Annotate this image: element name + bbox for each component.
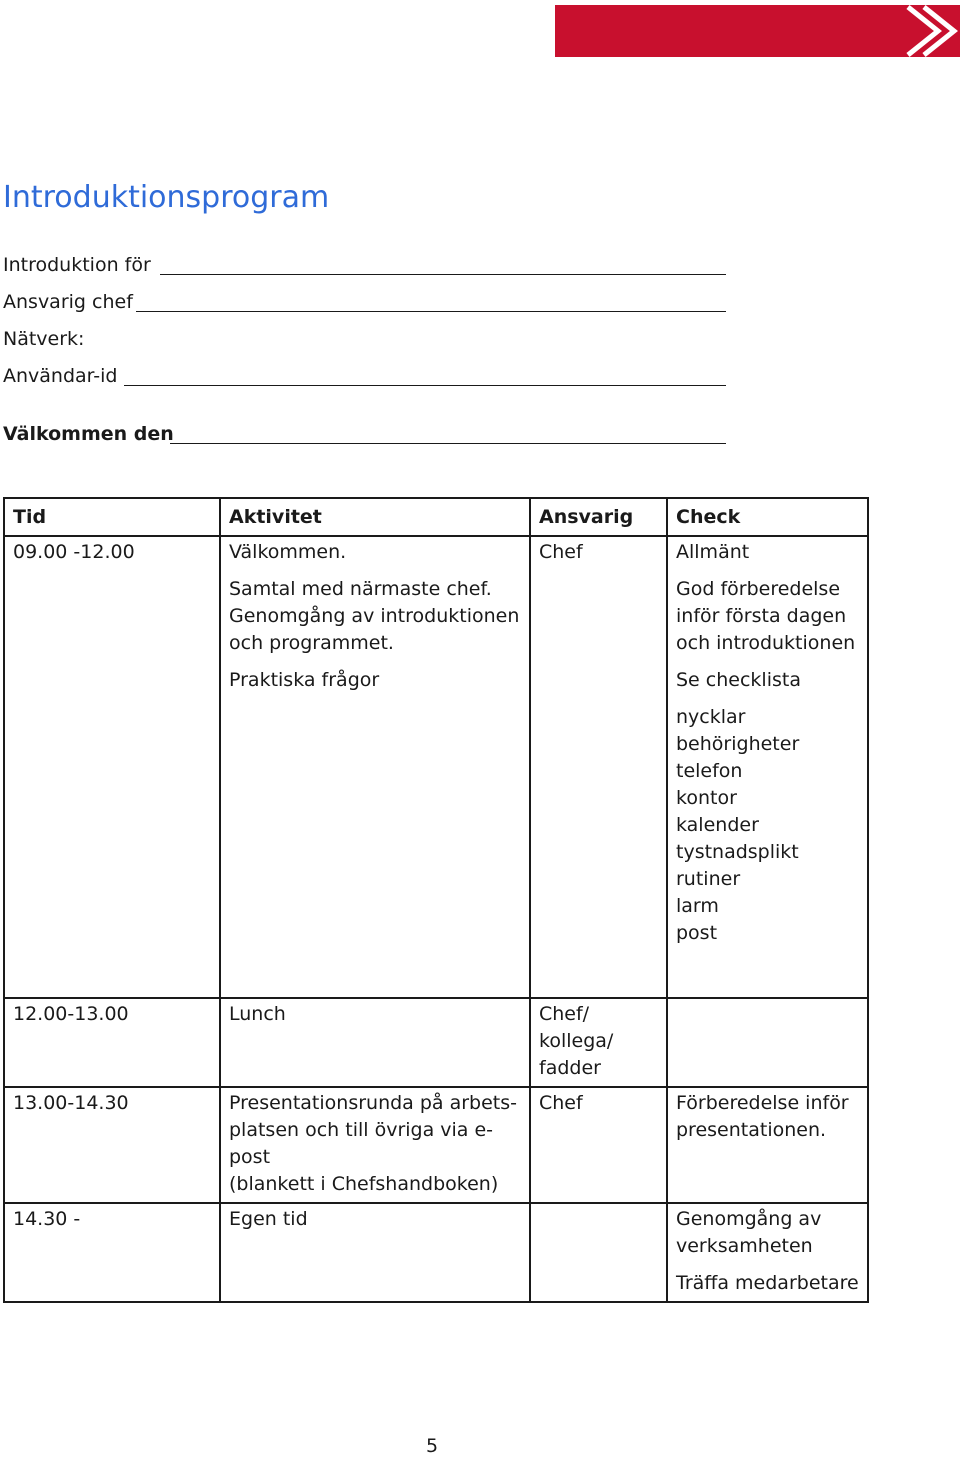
- cell-aktivitet: Egen tid: [220, 1203, 530, 1302]
- cell-aktivitet: Presentationsrunda på arbets- platsen och till övriga via e-post (blankett i Chefshandboken): [220, 1087, 530, 1203]
- cell-tid: 14.30 -: [4, 1203, 220, 1302]
- chevron-logo-icon: [880, 5, 960, 57]
- cell-aktivitet: [220, 536, 530, 998]
- check-line: larm: [676, 895, 719, 917]
- field-introduktion: [3, 254, 151, 276]
- cell-ansvarig: Chef: [530, 1087, 667, 1203]
- header-tid: Tid: [4, 498, 220, 536]
- check-line: Se checklista: [676, 669, 801, 691]
- field-anvandar-id: [3, 365, 117, 387]
- field-natverk: [3, 328, 84, 350]
- check-line: behörigheter: [676, 733, 800, 755]
- table-row: [4, 1203, 868, 1302]
- check-line: och introduktionen: [676, 632, 856, 654]
- cell-tid: 13.00-14.30: [4, 1087, 220, 1203]
- cell-ansvarig: Chef/ kollega/ fadder: [530, 998, 667, 1087]
- field-label: Välkommen den: [3, 423, 174, 445]
- field-line-ansvarig-chef[interactable]: [136, 311, 726, 312]
- field-line-anvandar-id[interactable]: [124, 385, 726, 386]
- check-line: rutiner: [676, 868, 741, 890]
- check-line: inför första dagen: [676, 605, 847, 627]
- header-aktivitet: Aktivitet: [220, 498, 530, 536]
- check-line: telefon: [676, 760, 743, 782]
- cell-aktivitet: Lunch: [220, 998, 530, 1087]
- check-line: nycklar: [676, 706, 746, 728]
- check-line: tystnadsplikt: [676, 841, 799, 863]
- table-header-row: [4, 498, 868, 536]
- aktivitet-line: Praktiska frågor: [229, 669, 380, 691]
- cell-check: [667, 998, 868, 1087]
- check-line: kalender: [676, 814, 759, 836]
- header-banner: [555, 5, 960, 57]
- cell-ansvarig: [530, 1203, 667, 1302]
- check-line: post: [676, 922, 718, 944]
- header-check: Check: [667, 498, 868, 536]
- cell-check: [667, 536, 868, 998]
- program-table: [3, 497, 869, 1303]
- check-line: kontor: [676, 787, 737, 809]
- check-line: Allmänt: [676, 541, 750, 563]
- cell-check: Förberedelse inför presentationen.: [667, 1087, 868, 1203]
- check-line: God förberedelse: [676, 578, 841, 600]
- aktivitet-line: och programmet.: [229, 632, 394, 654]
- cell-tid: 12.00-13.00: [4, 998, 220, 1087]
- table-row: [4, 1087, 868, 1203]
- field-ansvarig-chef: [3, 291, 133, 313]
- cell-check: Genomgång av verksamheten Träffa medarbetare: [667, 1203, 868, 1302]
- cell-tid: 09.00 -12.00: [4, 536, 220, 998]
- table-row: [4, 998, 868, 1087]
- page-title: Introduktionsprogram: [3, 180, 330, 215]
- aktivitet-line: Välkommen.: [229, 541, 347, 563]
- field-valkommen-den: [3, 423, 174, 445]
- aktivitet-line: Samtal med närmaste chef.: [229, 578, 492, 600]
- table-row: [4, 536, 868, 998]
- field-line-valkommen-den[interactable]: [170, 443, 726, 444]
- aktivitet-line: Genomgång av introduktionen: [229, 605, 520, 627]
- field-line-introduktion[interactable]: [160, 274, 726, 275]
- field-label: Nätverk:: [3, 328, 85, 350]
- field-label: Användar-id: [3, 365, 118, 387]
- field-label: Introduktion för: [3, 254, 151, 276]
- header-ansvarig: Ansvarig: [530, 498, 667, 536]
- page-number: 5: [426, 1435, 439, 1457]
- cell-ansvarig: Chef: [530, 536, 667, 998]
- field-label: Ansvarig chef: [3, 291, 133, 313]
